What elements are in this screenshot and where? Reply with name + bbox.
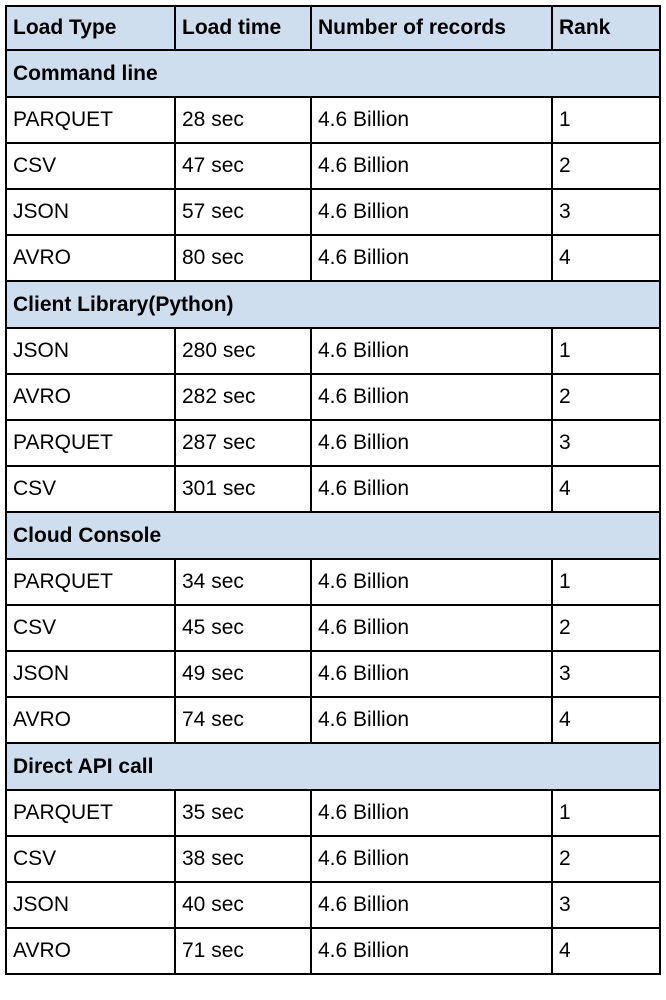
cell-rank: 1	[552, 97, 660, 143]
column-header-load-type: Load Type	[6, 6, 175, 50]
table-row	[6, 790, 660, 836]
table-row	[6, 235, 660, 281]
cell-number-of-records: 4.6 Billion	[311, 790, 552, 836]
cell-number-of-records: 4.6 Billion	[311, 374, 552, 420]
cell-rank: 2	[552, 143, 660, 189]
cell-load-type: CSV	[6, 836, 175, 882]
cell-number-of-records: 4.6 Billion	[311, 928, 552, 974]
group-row-client-library-python	[6, 281, 660, 328]
cell-load-time: 282 sec	[175, 374, 311, 420]
cell-rank: 2	[552, 605, 660, 651]
cell-number-of-records: 4.6 Billion	[311, 328, 552, 374]
cell-load-time: 34 sec	[175, 559, 311, 605]
table-row	[6, 882, 660, 928]
cell-rank: 4	[552, 928, 660, 974]
cell-rank: 1	[552, 328, 660, 374]
cell-load-type: AVRO	[6, 235, 175, 281]
column-header-rank: Rank	[552, 6, 660, 50]
cell-rank: 3	[552, 651, 660, 697]
group-row-command-line	[6, 50, 660, 97]
table-row	[6, 559, 660, 605]
cell-load-type: PARQUET	[6, 420, 175, 466]
cell-load-type: JSON	[6, 328, 175, 374]
table-row	[6, 143, 660, 189]
cell-number-of-records: 4.6 Billion	[311, 651, 552, 697]
cell-load-time: 47 sec	[175, 143, 311, 189]
cell-load-time: 301 sec	[175, 466, 311, 512]
cell-rank: 3	[552, 189, 660, 235]
column-header-number-of-records: Number of records	[311, 6, 552, 50]
cell-rank: 1	[552, 559, 660, 605]
cell-load-type: AVRO	[6, 697, 175, 743]
cell-number-of-records: 4.6 Billion	[311, 605, 552, 651]
cell-rank: 4	[552, 697, 660, 743]
table-row	[6, 605, 660, 651]
table-row	[6, 328, 660, 374]
cell-load-type: AVRO	[6, 928, 175, 974]
cell-load-type: JSON	[6, 189, 175, 235]
group-title: Command line	[6, 50, 660, 97]
group-title: Client Library(Python)	[6, 281, 660, 328]
column-header-load-time: Load time	[175, 6, 311, 50]
cell-number-of-records: 4.6 Billion	[311, 235, 552, 281]
cell-load-time: 71 sec	[175, 928, 311, 974]
table-row	[6, 97, 660, 143]
cell-load-type: JSON	[6, 651, 175, 697]
cell-load-time: 45 sec	[175, 605, 311, 651]
load-comparison-table	[5, 5, 661, 975]
cell-load-type: JSON	[6, 882, 175, 928]
table-row	[6, 836, 660, 882]
cell-number-of-records: 4.6 Billion	[311, 882, 552, 928]
cell-load-type: CSV	[6, 466, 175, 512]
cell-load-time: 28 sec	[175, 97, 311, 143]
table-row	[6, 697, 660, 743]
cell-load-time: 57 sec	[175, 189, 311, 235]
table-row	[6, 189, 660, 235]
group-title: Direct API call	[6, 743, 660, 790]
cell-rank: 1	[552, 790, 660, 836]
cell-number-of-records: 4.6 Billion	[311, 697, 552, 743]
cell-load-time: 74 sec	[175, 697, 311, 743]
group-row-cloud-console	[6, 512, 660, 559]
group-row-direct-api-call	[6, 743, 660, 790]
cell-rank: 4	[552, 235, 660, 281]
cell-load-time: 40 sec	[175, 882, 311, 928]
cell-number-of-records: 4.6 Billion	[311, 143, 552, 189]
cell-load-time: 38 sec	[175, 836, 311, 882]
table-row	[6, 928, 660, 974]
group-title: Cloud Console	[6, 512, 660, 559]
cell-load-type: CSV	[6, 143, 175, 189]
cell-rank: 2	[552, 374, 660, 420]
cell-rank: 3	[552, 420, 660, 466]
table-row	[6, 466, 660, 512]
cell-load-time: 80 sec	[175, 235, 311, 281]
cell-rank: 2	[552, 836, 660, 882]
cell-load-time: 35 sec	[175, 790, 311, 836]
table-row	[6, 651, 660, 697]
cell-rank: 4	[552, 466, 660, 512]
cell-load-type: PARQUET	[6, 790, 175, 836]
table-row	[6, 420, 660, 466]
cell-number-of-records: 4.6 Billion	[311, 466, 552, 512]
cell-number-of-records: 4.6 Billion	[311, 189, 552, 235]
cell-load-time: 280 sec	[175, 328, 311, 374]
cell-load-type: PARQUET	[6, 559, 175, 605]
cell-load-type: PARQUET	[6, 97, 175, 143]
cell-number-of-records: 4.6 Billion	[311, 559, 552, 605]
table-row	[6, 374, 660, 420]
cell-number-of-records: 4.6 Billion	[311, 97, 552, 143]
cell-number-of-records: 4.6 Billion	[311, 836, 552, 882]
cell-number-of-records: 4.6 Billion	[311, 420, 552, 466]
cell-rank: 3	[552, 882, 660, 928]
cell-load-time: 287 sec	[175, 420, 311, 466]
table-header-row	[6, 6, 660, 50]
cell-load-type: CSV	[6, 605, 175, 651]
cell-load-time: 49 sec	[175, 651, 311, 697]
cell-load-type: AVRO	[6, 374, 175, 420]
